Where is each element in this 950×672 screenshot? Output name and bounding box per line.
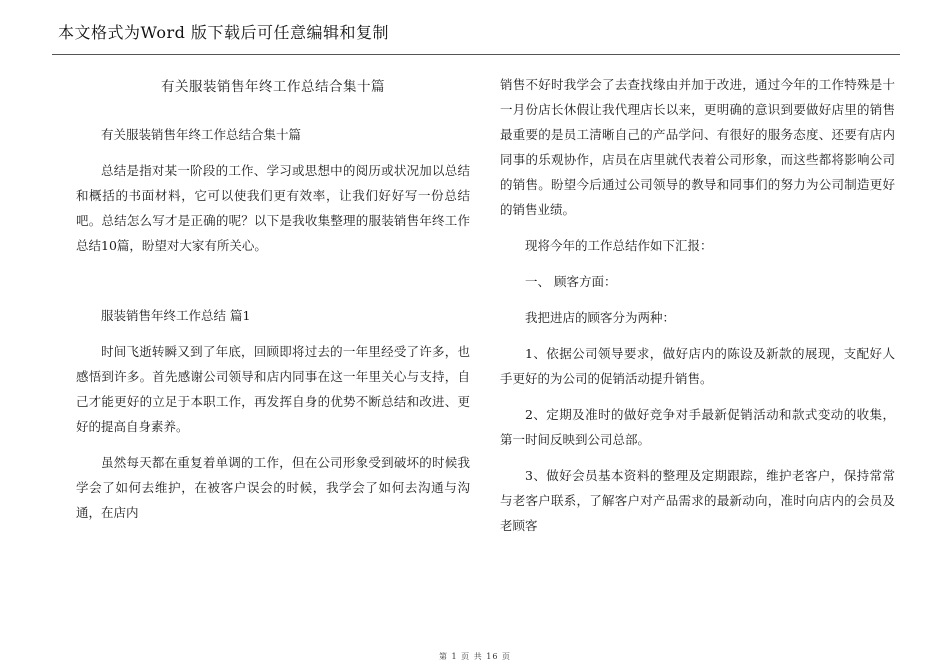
left-column — [76, 72, 470, 536]
list-item: 3、做好会员基本资料的整理及定期跟踪，维护老客户，保持常常与老客户联系，了解客户对产品需求的最新动向，准时向店内的会员及老顾客 — [500, 468, 895, 533]
document-subtitle: 有关服装销售年终工作总结合集十篇 — [101, 127, 302, 142]
body-paragraph: 现将今年的工作总结作如下汇报： — [525, 238, 713, 253]
right-column — [500, 72, 895, 549]
page-number-footer: 第 1 页 共 16 页 — [439, 652, 511, 661]
body-paragraph: 虽然每天都在重复着单调的工作，但在公司形象受到破坏的时候我学会了如何去维护，在被客户误会的时候，我学会了如何去沟通与沟通，在店内 — [76, 455, 470, 520]
list-item: 2、定期及准时的做好竞争对手最新促销活动和款式变动的收集，第一时间反映到公司总部。 — [500, 407, 895, 447]
header-divider — [52, 54, 900, 55]
list-item: 1、依据公司领导要求，做好店内的陈设及新款的展现，支配好人手更好的为公司的促销活动提升销售。 — [500, 346, 895, 386]
body-paragraph: 销售不好时我学会了去查找缘由并加于改进，通过今年的工作特殊是十一月份店长休假让我代理店长以来，更明确的意识到要做好店里的销售最重要的是员工清晰自己的产品学问、有很好的服务态度、还要有店内同事的乐观协作，店员在店里就代表着公司形象，而这些都将影响公司的销售。盼望今后通过公司领导的教导和同事们的努力为公司制造更好的销售业绩。 — [500, 77, 895, 217]
intro-paragraph: 总结是指对某一阶段的工作、学习或思想中的阅历或状况加以总结和概括的书面材料，它可以使我们更有效率，让我们好好写一份总结吧。总结怎么写才是正确的呢？以下是我收集整理的服装销售年终工作总结10篇，盼望对大家有所关心。 — [76, 163, 470, 253]
body-paragraph: 一、 顾客方面： — [525, 274, 617, 289]
body-paragraph: 我把进店的顾客分为两种： — [525, 310, 676, 325]
document-title: 有关服装销售年终工作总结合集十篇 — [161, 79, 385, 95]
paragraph-spacer — [76, 269, 470, 299]
document-header-note: 本文格式为Word 版下载后可任意编辑和复制 — [58, 23, 389, 42]
section-heading: 服装销售年终工作总结 篇1 — [101, 308, 251, 323]
body-paragraph: 时间飞逝转瞬又到了年底，回顾即将过去的一年里经受了许多，也感悟到许多。首先感谢公司领导和店内同事在这一年里关心与支持，自己才能更好的立足于本职工作，再发挥自身的优势不断总结和改进、更好的提高自身素养。 — [76, 344, 470, 434]
